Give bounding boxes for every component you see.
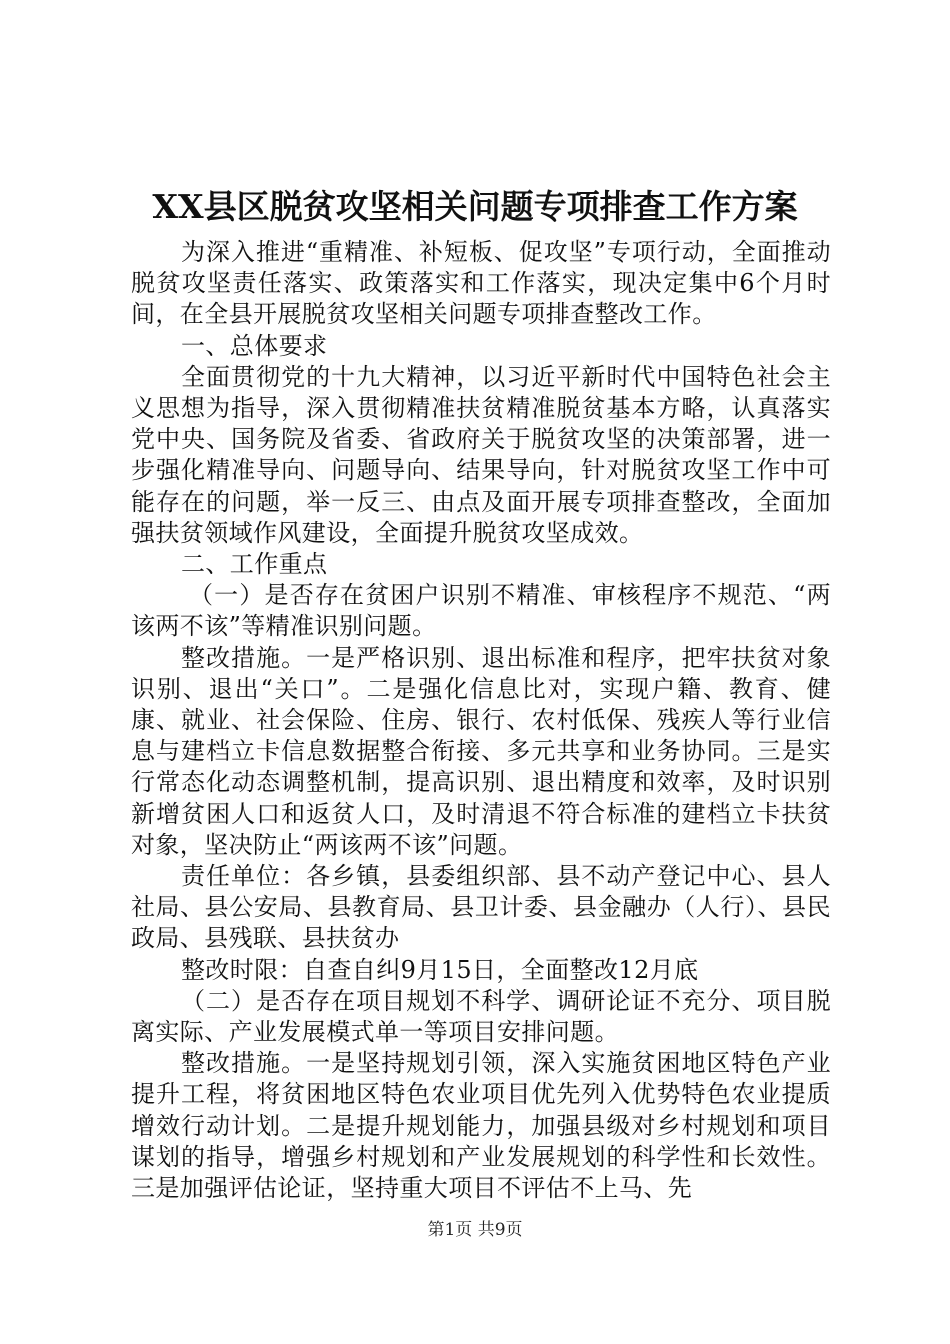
item-one-deadline-paragraph: 整改时限：自查自纠9月15日，全面整改12月底: [181, 955, 699, 984]
item-two-paragraph: （二）是否存在项目规划不科学、调研论证不充分、项目脱离实际、产业发展模式单一等项目安排问题。: [131, 986, 831, 1047]
item-one-measures-paragraph: 整改措施。一是严格识别、退出标准和程序，把牢扶贫对象识别、退出“关口”。二是强化信息比对，实现户籍、教育、健康、就业、社会保险、住房、银行、农村低保、残疾人等行业信息与建档立卡信息数据整合衔接、多元共享和业务协同。三是实行常态化动态调整机制，提高识别、退出精度和效率，及时识别新增贫困人口和返贫人口，及时清退不符合标准的建档立卡扶贫对象，坚决防止“两该两不该”问题。: [131, 643, 831, 859]
item-two-measures-paragraph: 整改措施。一是坚持规划引领，深入实施贫困地区特色产业提升工程，将贫困地区特色农业项目优先列入优势特色农业提质增效行动计划。二是提升规划能力，加强县级对乡村规划和项目谋划的指导，增强乡村规划和产业发展规划的科学性和长效性。三是加强评估论证，坚持重大项目不评估不上马、先: [131, 1049, 831, 1203]
intro-paragraph: 为深入推进“重精准、补短板、促攻坚”专项行动，全面推动脱贫攻坚责任落实、政策落实和工作落实，现决定集中6个月时间，在全县开展脱贫攻坚相关问题专项排查整改工作。: [131, 238, 831, 329]
section-heading-work-focus: 二、工作重点: [181, 550, 328, 579]
item-one-paragraph: （一）是否存在贫困户识别不精准、审核程序不规范、“两该两不该”等精准识别问题。: [131, 581, 831, 641]
document-body: [131, 237, 831, 1204]
item-one-responsible-units-paragraph: 责任单位：各乡镇，县委组织部、县不动产登记中心、县人社局、县公安局、县教育局、县卫计委、县金融办（人行）、县民政局、县残联、县扶贫办: [131, 862, 831, 953]
page-number-footer: 第1页 共9页: [427, 1220, 523, 1240]
general-requirements-paragraph: 全面贯彻党的十九大精神，以习近平新时代中国特色社会主义思想为指导，深入贯彻精准扶贫精准脱贫基本方略，认真落实党中央、国务院及省委、省政府关于脱贫攻坚的决策部署，进一步强化精准导向、问题导向、结果导向，针对脱贫攻坚工作中可能存在的问题，举一反三、由点及面开展专项排查整改，全面加强扶贫领域作风建设，全面提升脱贫攻坚成效。: [131, 362, 831, 547]
document-title: XX县区脱贫攻坚相关问题专项排查工作方案: [152, 187, 798, 226]
section-heading-general-requirements: 一、总体要求: [181, 331, 328, 360]
